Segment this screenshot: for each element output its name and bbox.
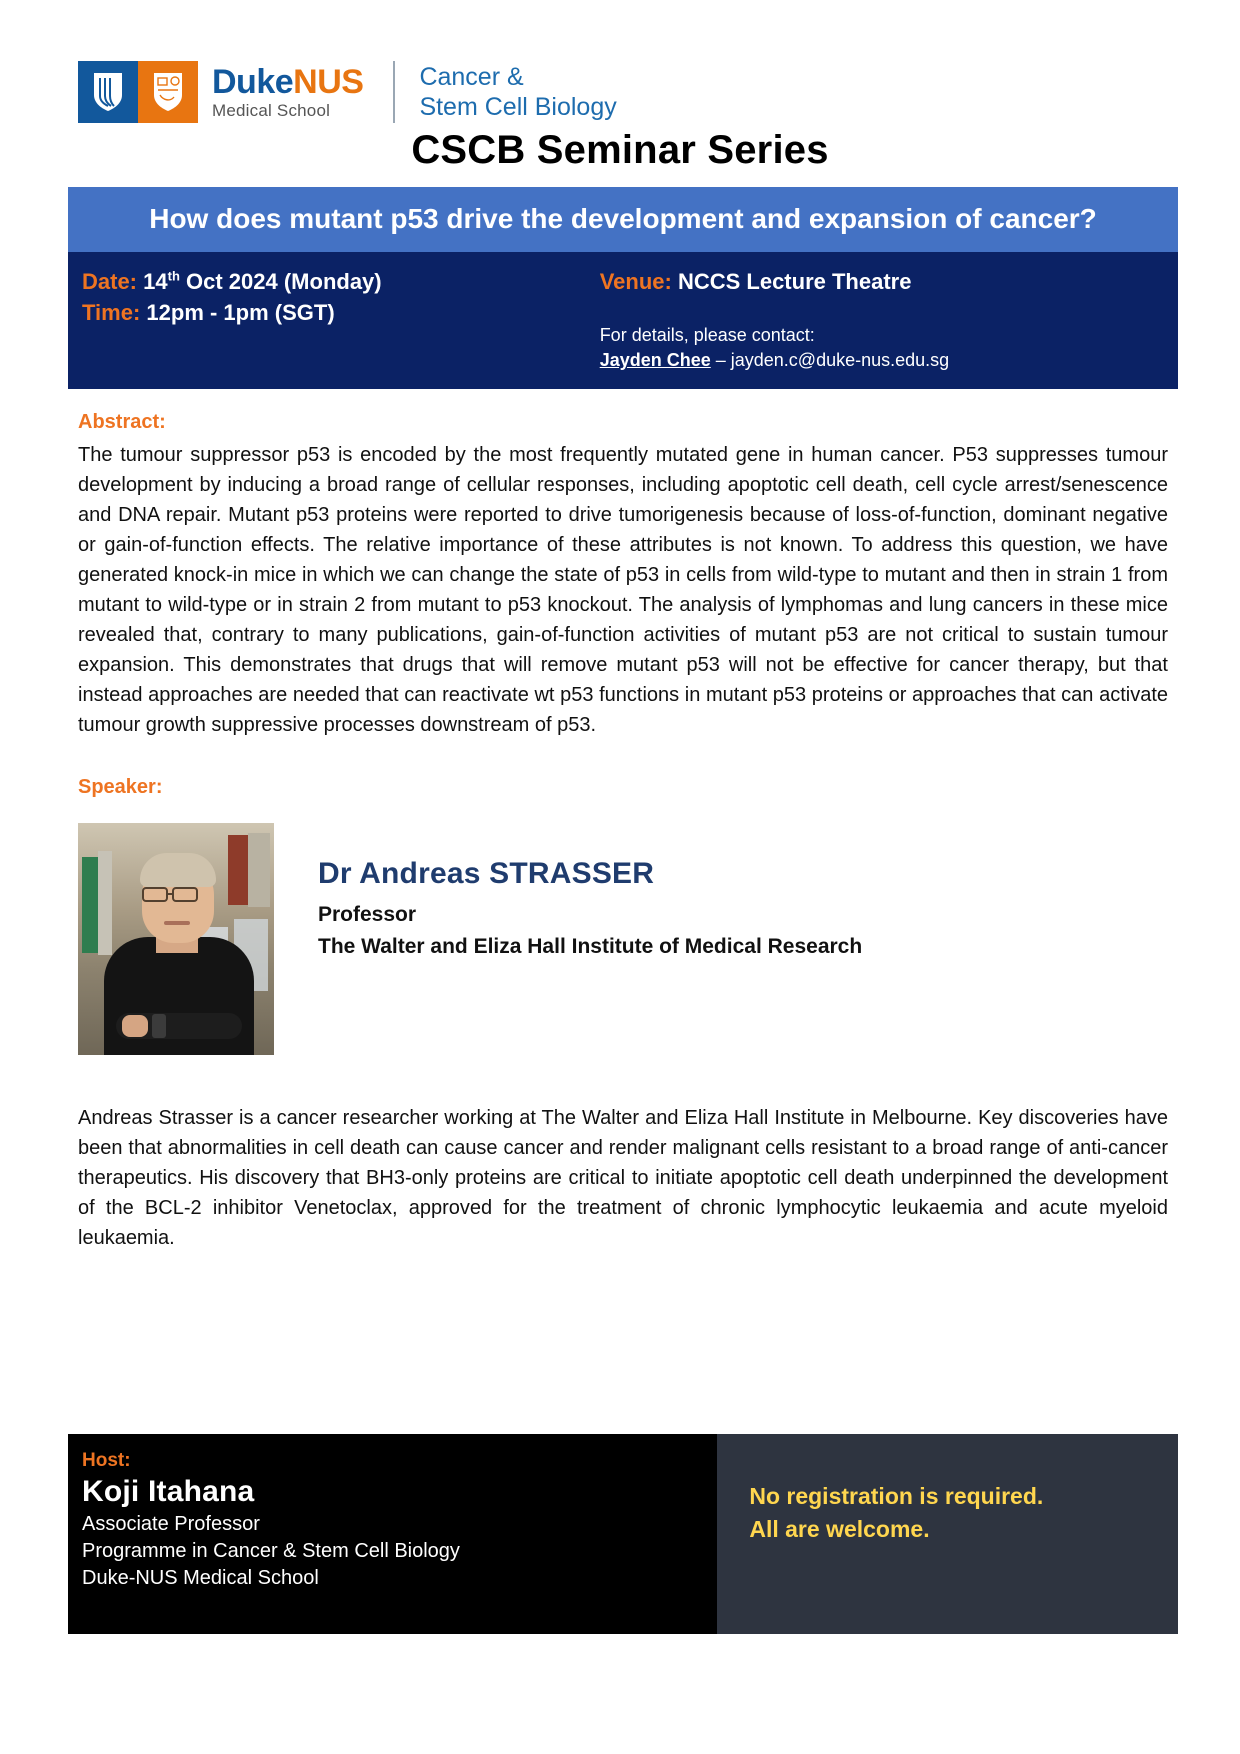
logo-duke-text: Duke <box>212 63 294 101</box>
programme-line-1: Cancer & <box>419 62 524 91</box>
poster-body <box>0 411 1240 1253</box>
registration-line-1: No registration is required. <box>749 1483 1044 1509</box>
speaker-institution: The Walter and Eliza Hall Institute of Medical Research <box>318 935 863 959</box>
venue-label: Venue: <box>599 269 672 295</box>
duke-shield-panel <box>78 61 138 123</box>
speaker-bio: Andreas Strasser is a cancer researcher working at The Walter and Eliza Hall Institute in Melbourne. Key discoveries have been that abnormalities in cell death can cause cancer and render malignant cells resistant to a broad range of anti-cancer therapeutics. His discovery that BH3-only proteins are critical to initiate apoptotic cell death underpinned the development of the BCL-2 inhibitor Venetoclax, approved for the treatment of chronic lymphocytic leukaemia and acute myeloid leukaemia. <box>78 1107 1168 1250</box>
programme-name <box>419 62 616 123</box>
speaker-name: Dr Andreas STRASSER <box>318 857 655 891</box>
speaker-label: Speaker: <box>78 776 163 799</box>
talk-title: How does mutant p53 drive the development and expansion of cancer? <box>68 187 1178 252</box>
date-rest: Oct 2024 (Monday) <box>179 269 382 295</box>
logo-divider <box>393 61 395 123</box>
speaker-block <box>78 823 1168 1055</box>
poster-footer <box>68 1434 1178 1634</box>
contact-heading: For details, please contact: <box>599 325 815 346</box>
photo-book-1 <box>82 857 98 953</box>
host-role: Associate Professor <box>82 1513 260 1535</box>
logo-nus-text: NUS <box>293 63 364 101</box>
date-ordinal: th <box>167 268 180 284</box>
duke-nus-logo-mark <box>78 61 198 123</box>
logo-header <box>0 0 1240 122</box>
speaker-role: Professor <box>318 903 417 927</box>
contact-separator: – <box>710 350 731 371</box>
programme-line-2: Stem Cell Biology <box>419 93 617 121</box>
registration-panel <box>717 1434 1178 1634</box>
nus-crest-panel <box>138 61 198 123</box>
photo-watch <box>152 1014 166 1038</box>
venue-value: NCCS Lecture Theatre <box>677 269 912 295</box>
photo-book-2 <box>98 851 112 955</box>
photo-glasses-bridge <box>168 893 174 895</box>
host-label: Host: <box>82 1450 131 1471</box>
contact-name: Jayden Chee <box>599 350 711 371</box>
registration-line-2: All are welcome. <box>749 1516 930 1543</box>
date-value <box>143 269 381 294</box>
host-name: Koji Itahana <box>82 1475 255 1508</box>
event-time-row <box>82 297 590 328</box>
time-label: Time: <box>82 300 141 326</box>
contact-email[interactable]: jayden.c@duke-nus.edu.sg <box>730 350 950 371</box>
photo-glasses-right <box>172 887 198 902</box>
speaker-details <box>274 823 862 1055</box>
photo-mouth <box>164 921 190 925</box>
event-venue-column <box>590 266 1178 371</box>
date-label: Date: <box>82 269 138 295</box>
host-panel <box>68 1434 717 1634</box>
nus-crest-icon <box>151 71 185 113</box>
event-datetime-column <box>68 266 590 371</box>
host-programme: Programme in Cancer & Stem Cell Biology <box>82 1540 460 1562</box>
event-venue-row <box>600 266 1178 297</box>
event-details-band <box>68 252 1178 389</box>
photo-book-3 <box>228 835 248 905</box>
abstract-label: Abstract: <box>78 411 166 434</box>
event-date-row <box>82 266 590 297</box>
logo-subtitle: Medical School <box>212 101 331 120</box>
abstract-text: The tumour suppressor p53 is encoded by the most frequently mutated gene in human cancer. P53 suppresses tumour development by inducing a broad range of cellular responses, including apoptotic cell death, cell cycle arrest/senescence and DNA repair. Mutant p53 proteins were reported to drive tumorigenesis because of loss-of-function, dominant negative or gain-of-function effects. The relative importance of these attributes is not known. To address this question, we have generated knock-in mice in which we can change the state of p53 in cells from wild-type to mutant and then in strain 1 from mutant to wild-type or in strain 2 from mutant to p53 knockout. The analysis of lymphomas and lung cancers in these mice revealed that, contrary to many publications, gain-of-function activities of mutant p53 are not critical to sustain tumour expansion. This demonstrates that drugs that will remove mutant p53 will not be effective for cancer therapy, but that instead approaches are needed that can reactivate wt p53 functions in mutant p53 proteins or approaches that can activate tumour growth suppressive processes downstream of p53. <box>78 444 1168 737</box>
date-day: 14 <box>143 269 168 295</box>
time-value: 12pm - 1pm (SGT) <box>146 300 335 326</box>
speaker-photo <box>78 823 274 1055</box>
series-title: CSCB Seminar Series <box>411 128 829 172</box>
photo-hair <box>140 853 216 887</box>
contact-line <box>600 350 1178 371</box>
host-school: Duke-NUS Medical School <box>82 1567 319 1589</box>
duke-nus-wordmark <box>212 65 363 119</box>
photo-book-4 <box>248 833 270 907</box>
photo-hand <box>122 1015 148 1037</box>
duke-shield-icon <box>91 71 125 113</box>
photo-glasses-left <box>142 887 168 902</box>
